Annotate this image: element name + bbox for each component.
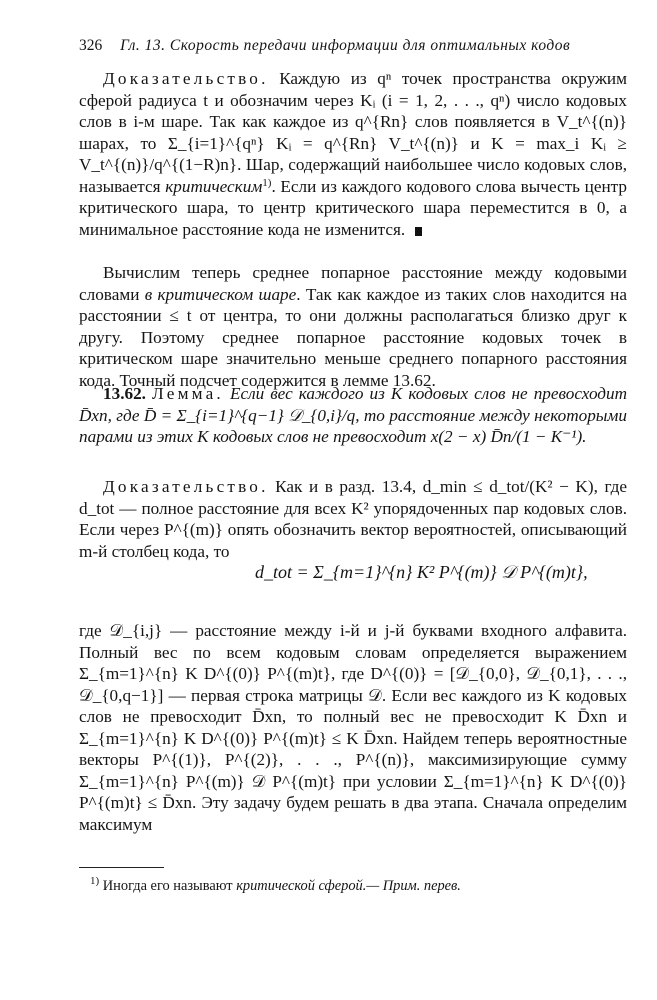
- footnote-text: Иногда его называют: [102, 878, 233, 894]
- proof-paragraph-2: [79, 476, 627, 562]
- proof-paragraph-1: [79, 68, 627, 240]
- lemma-13-62: [79, 383, 627, 448]
- paragraph-italic: в критическом шаре: [144, 284, 297, 304]
- proof-text: Как и в разд. 13.4, d_min ≤ d_tot/(K² − K), где d_tot — полное расстояние для всех K² упорядоченных пар кодовых слов. Если через P^{(m)} опять обозначить вектор вероятностей, описывающий m-й столбец кода, то: [79, 477, 628, 561]
- paragraph-text: Вычислим теперь среднее попарное расстояние между кодовыми словами: [79, 263, 627, 304]
- paragraph-average-distance: [79, 262, 627, 391]
- lemma-label: Лемма.: [152, 384, 224, 403]
- display-formula-dtot: d_tot = Σ_{m=1}^{n} K² P^{(m)} 𝒟 P^{(m)t},: [255, 562, 588, 582]
- paragraph-text-end: . Так как каждое из таких слов находится на расстоянии ≤ t от центра, то они должны располагаться близко друг к другу. Поэтому среднее попарное расстояние кодовых точек в критическом шаре значительно меньше среднего попарного расстояния кода. Точный подсчет содержится в лемме 13.62.: [79, 284, 628, 390]
- paragraph-text: где 𝒟_{i,j} — расстояние между i-й и j-й буквами входного алфавита. Полный вес по всем кодовым словам определяется выражением Σ_{m=1}^{n} K D^{(0)} P^{(m)t}, где D^{(0)} = [𝒟_{0,0}, 𝒟_{0,1}, . . ., 𝒟_{0,q−1}] — первая строка матрицы 𝒟. Если вес каждого из K кодовых слов не превосходит D̄xn, то полный вес не превосходит K D̄xn и Σ_{m=1}^{n} K D^{(0)} P^{(m)t} ≤ K D̄xn. Найдем теперь вероятностные векторы P^{(1)}, P^{(2)}, . . ., P^{(n)}, максимизирующие сумму Σ_{m=1}^{n} P^{(m)} 𝒟 P^{(m)t} при условии Σ_{m=1}^{n} K D^{(0)} P^{(m)t} ≤ D̄xn. Эту задачу будем решать в два этапа. Сначала определим максимум: [79, 621, 627, 834]
- proof-text-end: . Если из каждого кодового слова вычесть центр критического шара, то центр критического шара переместится в 0, а минимальное расстояние кода не изменится.: [79, 176, 627, 239]
- lemma-statement: Если вес каждого из K кодовых слов не превосходит D̄xn, где D̄ = Σ_{i=1}^{q−1} 𝒟_{0,i}/q, то расстояние между некоторыми парами из этих K кодовых слов не превосходит x(2 − x) D̄n/(1 − K⁻¹).: [79, 384, 628, 446]
- lemma-number: 13.62.: [103, 384, 146, 403]
- running-title: Гл. 13. Скорость передачи информации для оптимальных кодов: [120, 37, 571, 54]
- running-header: [79, 37, 639, 55]
- footnote-ref: 1): [262, 176, 272, 189]
- footnote-mark: 1): [90, 875, 100, 887]
- proof-label: Доказательство.: [103, 477, 269, 496]
- proof-label: Доказательство.: [103, 69, 269, 88]
- footnote-italic: критической сферой.— Прим. перев.: [236, 878, 461, 894]
- footnote: [90, 877, 630, 895]
- qed-icon: [415, 227, 422, 236]
- critical-term: критическим: [165, 176, 263, 196]
- footnote-divider: [79, 867, 164, 868]
- page-number: 326: [79, 37, 103, 54]
- paragraph-total-weight: [79, 620, 627, 835]
- proof-text: Каждую из qⁿ точек пространства окружим сферой радиуса t и обозначим через Kᵢ (i = 1, 2, . . ., qⁿ) число кодовых слов в i-м шаре. Так как каждое из q^{Rn} слов появляется в V_t^{(n)} шарах, то Σ_{i=1}^{qⁿ} Kᵢ = q^{Rn} V_t^{(n)} и K = max_i Kᵢ ≥ V_t^{(n)}/q^{(1−R)n}. Шар, содержащий наибольшее число кодовых слов, называется: [79, 69, 627, 196]
